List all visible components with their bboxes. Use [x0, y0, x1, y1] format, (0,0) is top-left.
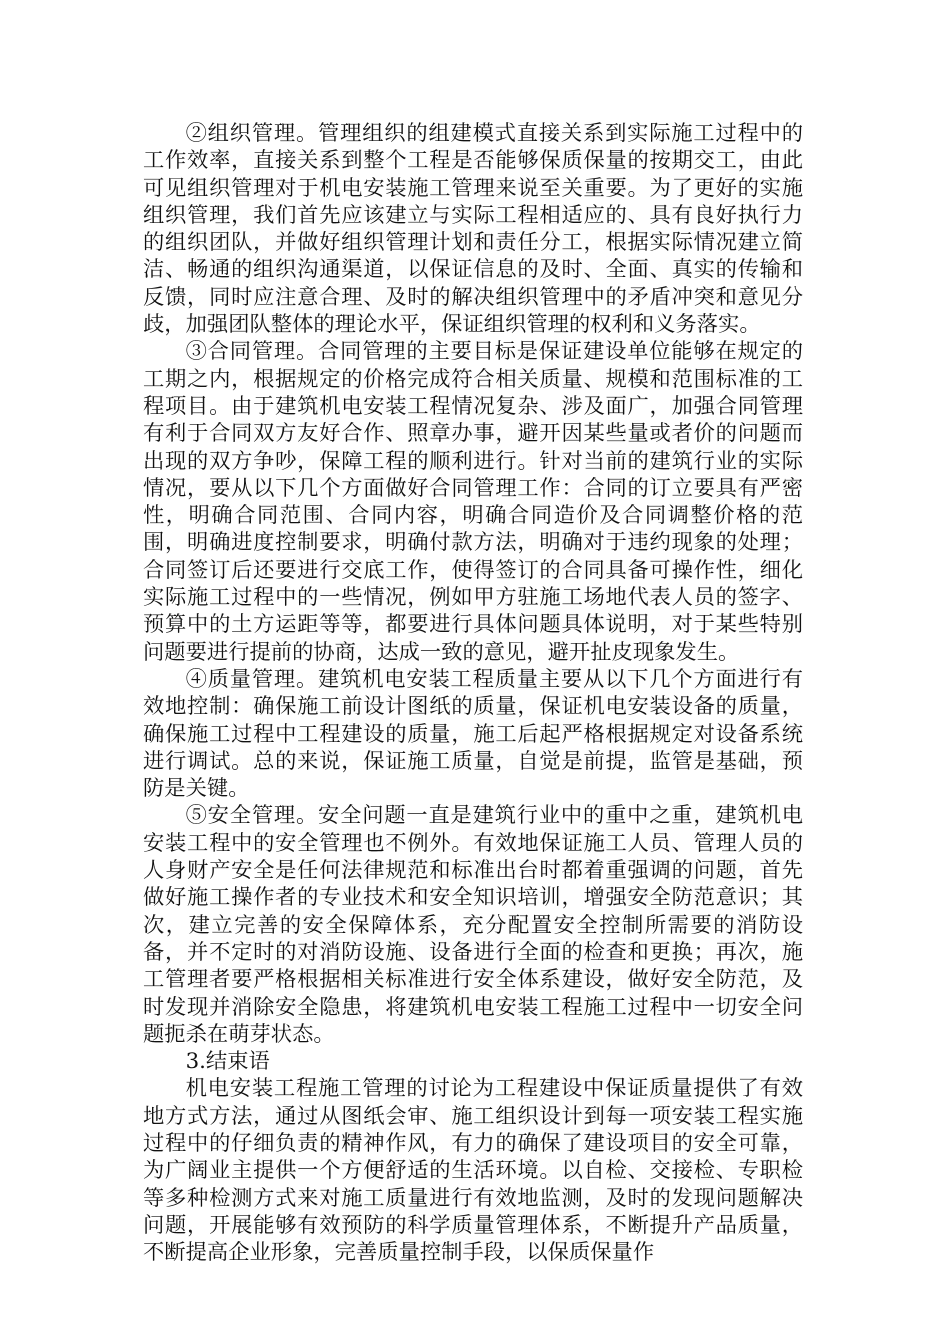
paragraph-conclusion: 机电安装工程施工管理的讨论为工程建设中保证质量提供了有效地方式方法，通过从图纸会审、施工组织设计到每一项安装工程实施过程中的仔细负责的精神作风，有力的确保了建设项目的安全可靠，为广阔业主提供一个方便舒适的生活环境。以自检、交接检、专职检等多种检测方式来对施工质量进行有效地监测，及时的发现问题解决问题，开展能够有效预防的科学质量管理体系，不断提升产品质量，不断提高企业形象，完善质量控制手段，以保质保量作: [143, 1076, 803, 1266]
document-body: [143, 120, 803, 1266]
paragraph-safety-management: ⑤安全管理。安全问题一直是建筑行业中的重中之重，建筑机电安装工程中的安全管理也不例外。有效地保证施工人员、管理人员的人身财产安全是任何法律规范和标准出台时都着重强调的问题，首先做好施工操作者的专业技术和安全知识培训，增强安全防范意识；其次，建立完善的安全保障体系，充分配置安全控制所需要的消防设备，并不定时的对消防设施、设备进行全面的检查和更换；再次，施工管理者要严格根据相关标准进行安全体系建设，做好安全防范，及时发现并消除安全隐患，将建筑机电安装工程施工过程中一切安全问题扼杀在萌芽状态。: [143, 803, 803, 1047]
paragraph-quality-management: ④质量管理。建筑机电安装工程质量主要从以下几个方面进行有效地控制：确保施工前设计图纸的质量，保证机电安装设备的质量，确保施工过程中工程建设的质量，施工后起严格根据规定对设备系统进行调试。总的来说，保证施工质量，自觉是前提，监管是基础，预防是关键。: [143, 666, 803, 802]
paragraph-contract-management: ③合同管理。合同管理的主要目标是保证建设单位能够在规定的工期之内，根据规定的价格完成符合相关质量、规模和范围标准的工程项目。由于建筑机电安装工程情况复杂、涉及面广，加强合同管理有利于合同双方友好合作、照章办事，避开因某些量或者价的问题而出现的双方争吵，保障工程的顺利进行。针对当前的建筑行业的实际情况，要从以下几个方面做好合同管理工作：合同的订立要具有严密性，明确合同范围、合同内容，明确合同造价及合同调整价格的范围，明确进度控制要求，明确付款方法，明确对于违约现象的处理；合同签订后还要进行交底工作，使得签订的合同具备可操作性，细化实际施工过程中的一些情况，例如甲方驻施工场地代表人员的签字、预算中的土方运距等等，都要进行具体问题具体说明，对于某些特别问题要进行提前的协商，达成一致的意见，避开扯皮现象发生。: [143, 339, 803, 665]
section-heading-conclusion: 3.结束语: [185, 1049, 270, 1075]
paragraph-organization-management: ②组织管理。管理组织的组建模式直接关系到实际施工过程中的工作效率，直接关系到整个工程是否能够保质保量的按期交工，由此可见组织管理对于机电安装施工管理来说至关重要。为了更好的实施组织管理，我们首先应该建立与实际工程相适应的、具有良好执行力的组织团队，并做好组织管理计划和责任分工，根据实际情况建立简洁、畅通的组织沟通渠道，以保证信息的及时、全面、真实的传输和反馈，同时应注意合理、及时的解决组织管理中的矛盾冲突和意见分歧，加强团队整体的理论水平，保证组织管理的权利和义务落实。: [143, 121, 803, 338]
